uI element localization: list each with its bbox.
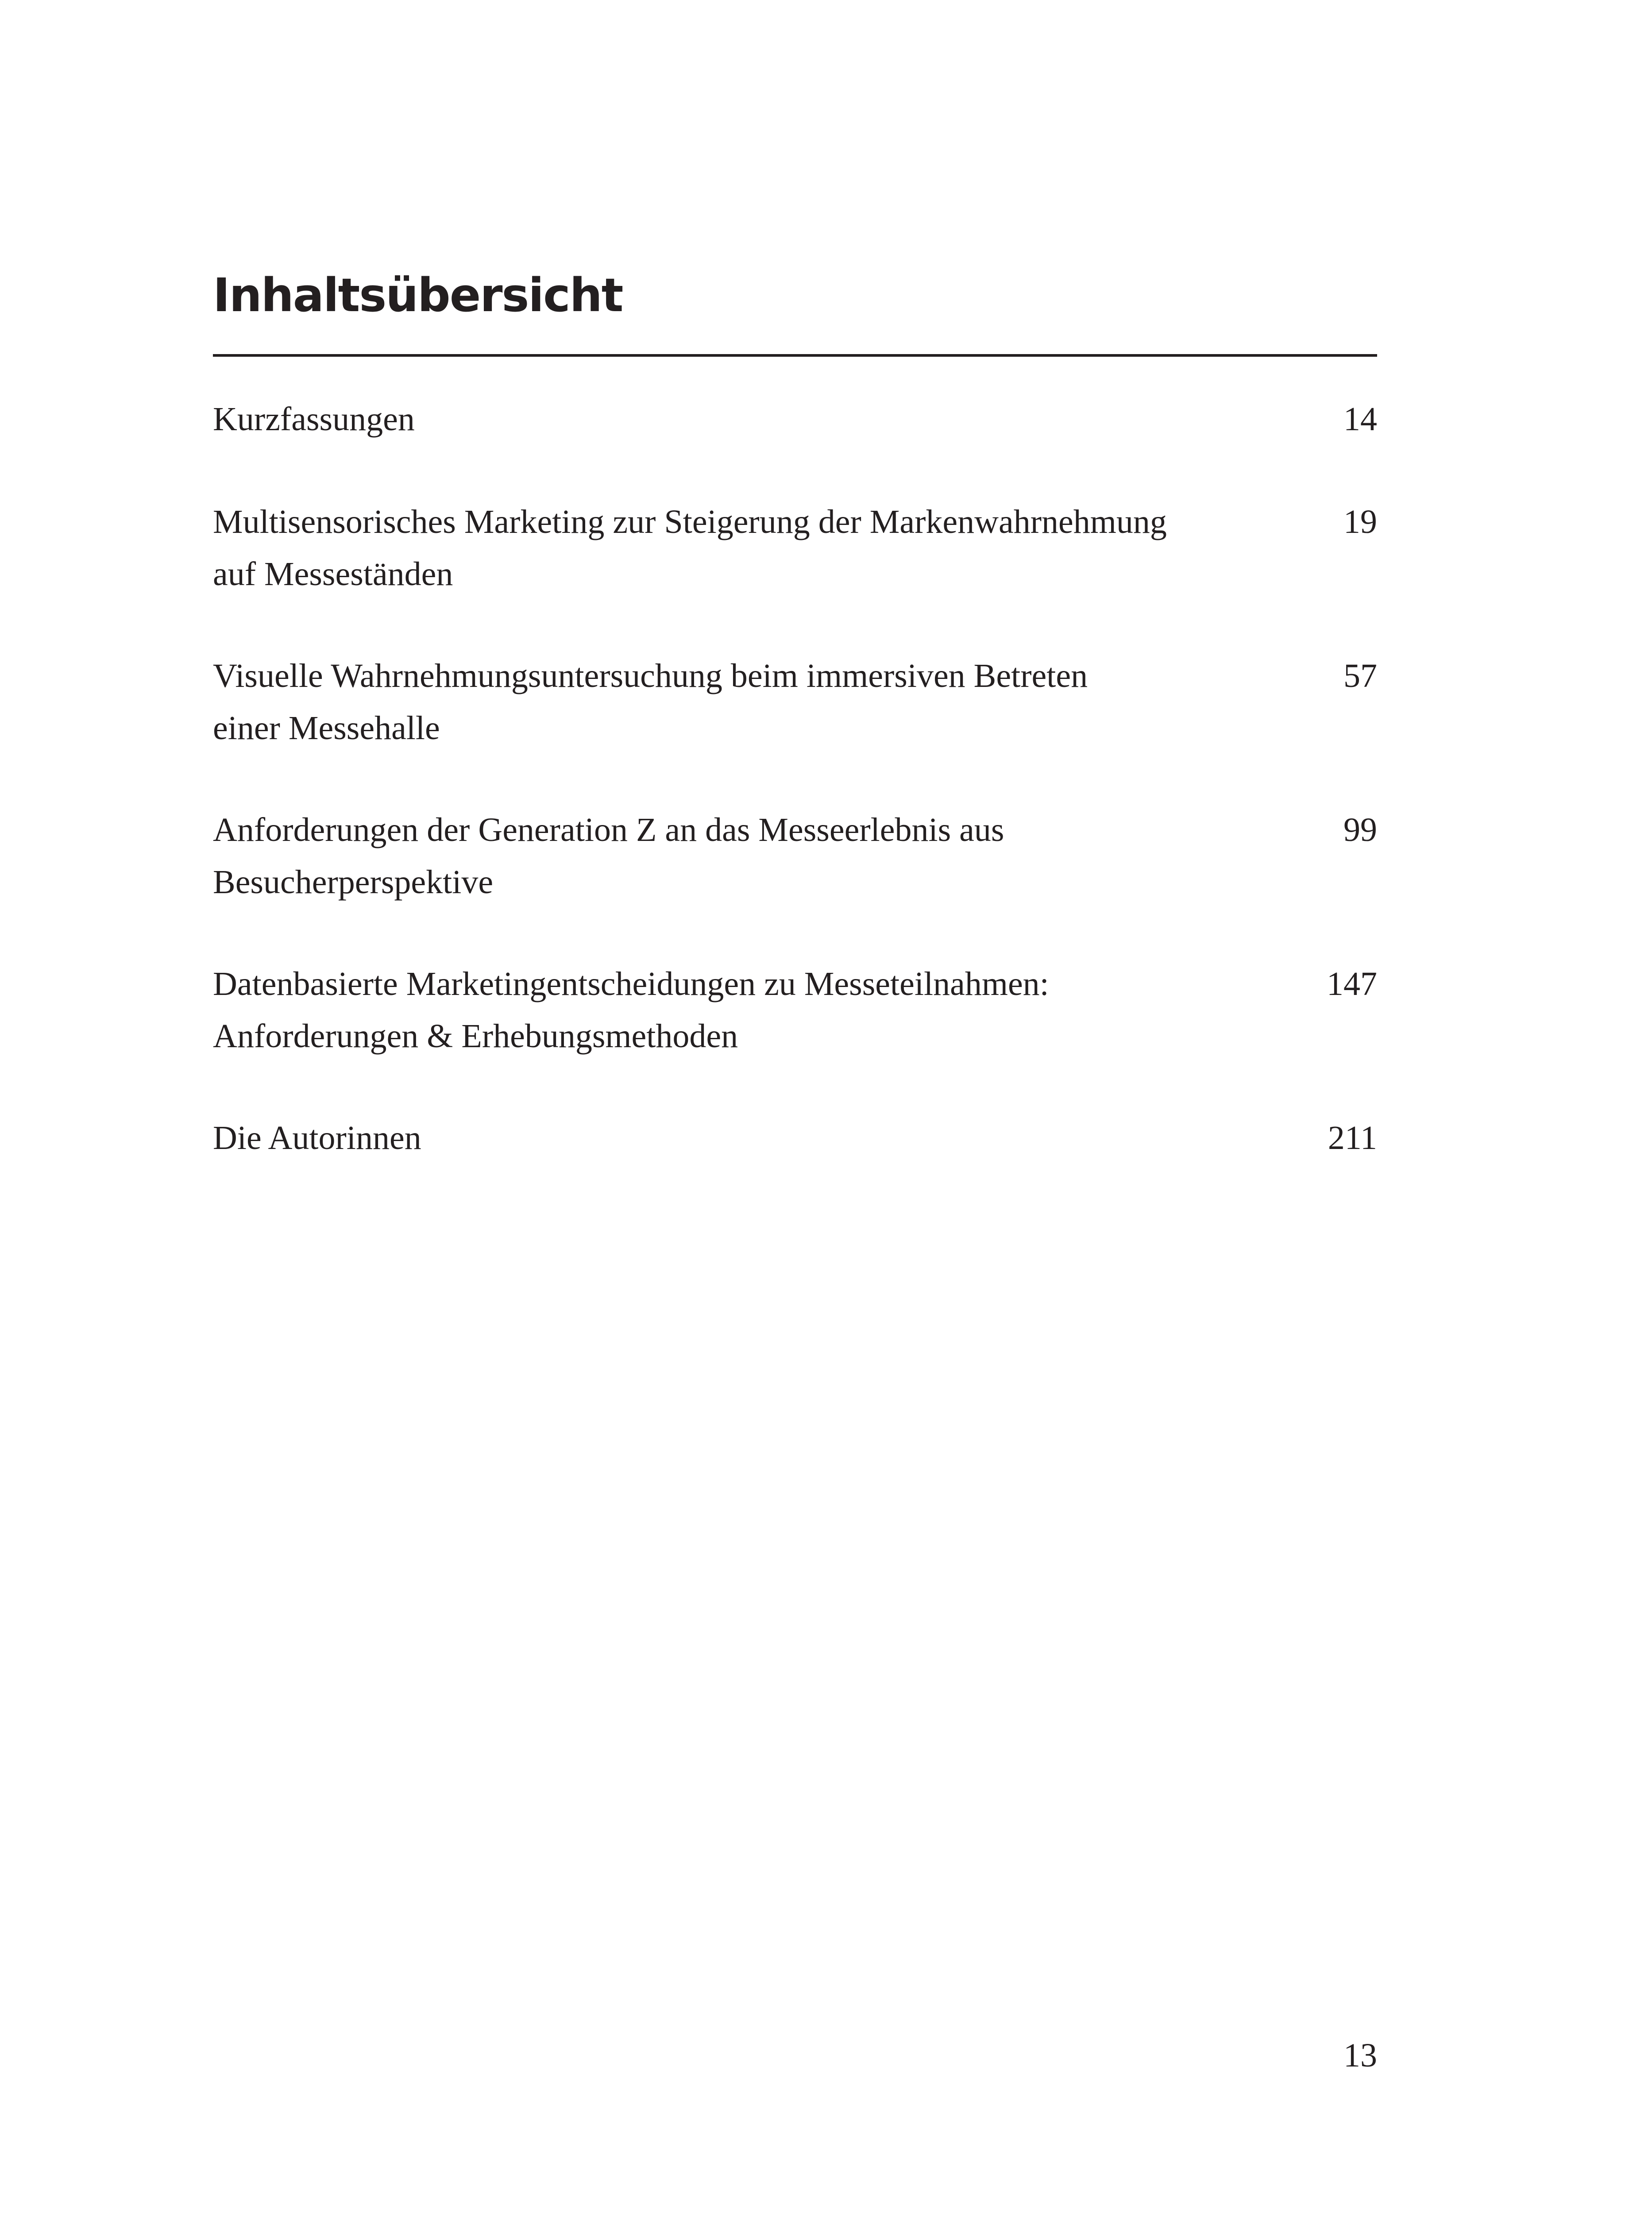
toc-entry-title <box>213 804 1244 908</box>
toc-entry-kurzfassungen[interactable] <box>213 393 1377 445</box>
toc-entry-die-autorinnen[interactable] <box>213 1112 1377 1164</box>
toc-entry-title-line: Kurzfassungen <box>213 401 415 438</box>
toc-entry-title-line: Anforderungen & Erhebungsmethoden <box>213 1018 738 1055</box>
toc-entry-title-line: Besucherperspektive <box>213 864 494 901</box>
page-number: 13 <box>1343 2037 1377 2074</box>
toc-entry-title <box>213 1112 1244 1164</box>
title-rule <box>213 354 1377 357</box>
toc-entry-title-line: Multisensorisches Marketing zur Steigerung der Markenwahrnehmung <box>213 503 1167 540</box>
toc-entry-page-number: 57 <box>1343 657 1377 694</box>
toc-entry-title <box>213 650 1244 754</box>
page-title: Inhaltsübersicht <box>213 268 623 322</box>
toc-entry-title <box>213 496 1244 600</box>
toc-entry-page-number: 211 <box>1328 1119 1377 1157</box>
toc-entry-page-number: 99 <box>1343 811 1377 848</box>
toc-entry-title <box>213 393 1244 445</box>
toc-entry-title-line: auf Messeständen <box>213 555 453 593</box>
toc-entry-page-number: 14 <box>1343 401 1377 438</box>
toc-entry-title-line: Anforderungen der Generation Z an das Messeerlebnis aus <box>213 811 1004 848</box>
toc-entry-title-line: Die Autorinnen <box>213 1119 421 1157</box>
toc-entry-page-number: 147 <box>1327 965 1377 1002</box>
toc-entry-multisensorisches-marketing[interactable] <box>213 496 1377 600</box>
toc-entry-datenbasierte-marketingentscheidungen[interactable] <box>213 958 1377 1062</box>
toc-entry-page-number: 19 <box>1343 503 1377 540</box>
toc-entry-visuelle-wahrnehmung[interactable] <box>213 650 1377 754</box>
toc-entry-title-line: Visuelle Wahrnehmungsuntersuchung beim immersiven Betreten <box>213 657 1088 694</box>
toc-entry-title <box>213 958 1244 1062</box>
toc-entry-title-line: einer Messehalle <box>213 709 440 747</box>
toc-entry-generation-z[interactable] <box>213 804 1377 908</box>
toc-entry-title-line: Datenbasierte Marketingentscheidungen zu Messeteilnahmen: <box>213 965 1049 1002</box>
